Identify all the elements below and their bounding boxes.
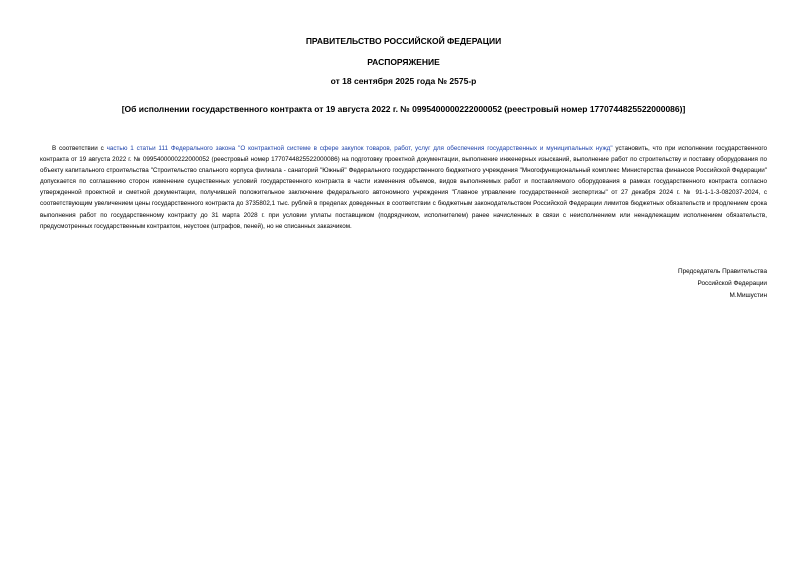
body-prefix: В соответствии с <box>52 145 107 152</box>
document-title: [Об исполнении государственного контракта от 19 августа 2022 г. № 0995400000222000052 (реестровый номер 1770744825522000086)] <box>121 104 686 114</box>
signature-name: М.Мишустин <box>729 292 767 299</box>
body-paragraph <box>40 143 767 232</box>
body-rest: установить, что при исполнении государственного контракта от 19 августа 2022 г. № 0995400000222000052 (реестровый номер 1770744825522000086) на подготовку проектной документации, выполнение инженерных изысканий, выполнение работ по строительству и поставку оборудования по объекту капитального строительства "Строительство спального корпуса филиала - санаторий "Южный" Федерального государственного бюджетного учреждения "Многофункциональный комплекс Министерства финансов Российской Федерации" допускается по соглашению сторон изменение существенных условий государственного контракта в части изменения объемов, видов выполняемых работ и поставляемого оборудования в рамках государственного контракта согласно утвержденной проектной и сметной документации, получившей положительное заключение федерального автономного учреждения "Главное управление государственной экспертизы" от 27 декабря 2024 г. № 91-1-1-3-082037-2024, с соответствующим увеличением цены государственного контракта до 3735802,1 тыс. рублей в пределах доведенных в соответствии с бюджетным законодательством Российской Федерации лимитов бюджетных обязательств и продлением срока выполнения работ по государственному контракту до 31 марта 2028 г. при условии уплаты поставщиком (подрядчиком, исполнителем) ранее начисленных в связи с неисполнением или ненадлежащим исполнением обязательств, предусмотренных государственным контрактом, неустоек (штрафов, пеней), но не списанных заказчиком. <box>40 145 768 230</box>
government-heading: ПРАВИТЕЛЬСТВО РОССИЙСКОЙ ФЕДЕРАЦИИ <box>305 36 502 46</box>
signature-position: Председатель Правительства <box>678 268 767 275</box>
signature-country: Российской Федерации <box>697 280 767 287</box>
law-link[interactable]: частью 1 статьи 111 Федерального закона "О контрактной системе в сфере закупок товаров, работ, услуг для обеспечения государственных и муниципальных нужд" <box>106 145 613 152</box>
document-type: РАСПОРЯЖЕНИЕ <box>367 57 440 67</box>
document-date-number: от 18 сентября 2025 года № 2575-р <box>330 76 477 86</box>
